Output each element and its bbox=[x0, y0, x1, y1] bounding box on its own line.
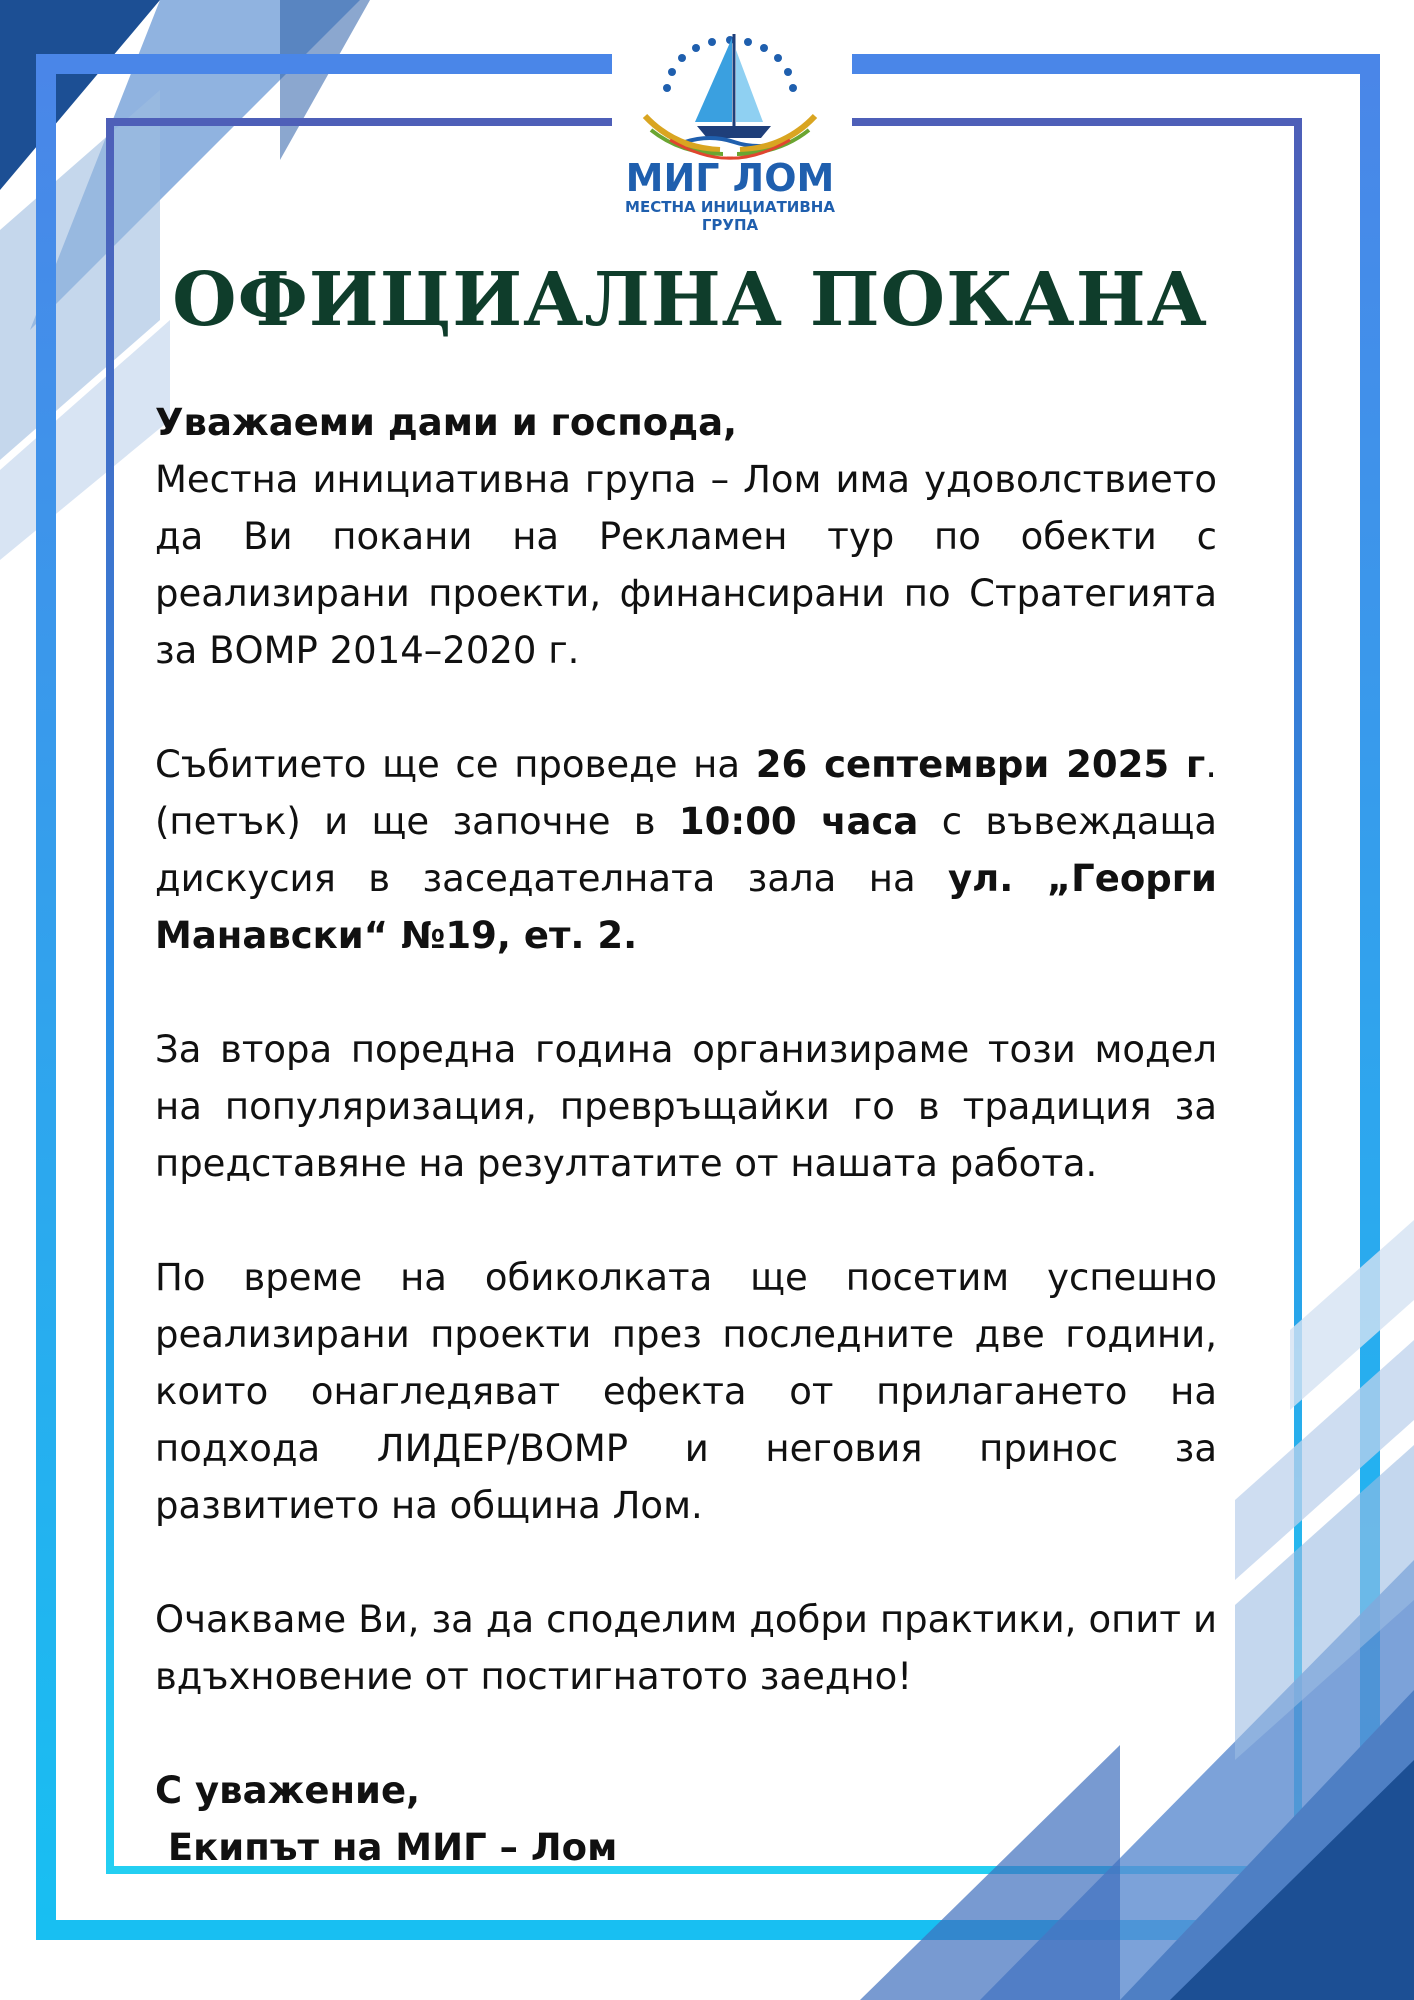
page-title: ОФИЦИАЛНА ПОКАНА bbox=[172, 257, 1208, 343]
paragraph-closing-invite: Очакваме Ви, за да споделим добри практики, опит и вдъхновение от постигнатото заедно! bbox=[155, 1598, 1217, 1698]
invitation-body bbox=[155, 394, 1217, 1876]
mig-lom-logo bbox=[615, 30, 845, 235]
greeting: Уважаеми дами и господа, bbox=[155, 401, 738, 444]
event-address: ул. „Георги Манавски“ №19, ет. 2. bbox=[155, 857, 1217, 957]
logo-subtitle-line1: МЕСТНА ИНИЦИАТИВНА bbox=[625, 198, 835, 216]
logo-name: МИГ ЛОМ bbox=[625, 156, 835, 200]
event-time: 10:00 часа bbox=[678, 800, 919, 843]
event-text-a: Събитието ще се проведе на bbox=[155, 743, 756, 786]
event-text-b: . (петък) и ще започне в bbox=[155, 743, 1218, 843]
paragraph-tour: По време на обиколката ще посетим успешно реализирани проекти през последните две години, които онагледяват ефекта от прилагането на подхода ЛИДЕР/ВОМР и неговия принос за развитието на община Лом. bbox=[155, 1256, 1217, 1527]
signature: Екипът на МИГ – Лом bbox=[155, 1826, 618, 1869]
paragraph-intro: Местна инициативна група – Лом има удоволствието да Ви покани на Рекламен тур по обекти с реализирани проекти, финансирани по Стратегията за ВОМР 2014–2020 г. bbox=[155, 458, 1217, 672]
paragraph-event-details bbox=[155, 736, 1217, 964]
sailboat-wreath-icon bbox=[615, 30, 845, 160]
corner-triangle-tl-4 bbox=[280, 0, 370, 160]
event-date: 26 септември 2025 г bbox=[755, 743, 1206, 786]
event-text-c: с въвеждаща дискусия в заседателната зала на bbox=[155, 800, 1217, 900]
paragraph-tradition: За втора поредна година организираме този модел на популяризация, превръщайки го в традиция за представяне на резултатите от нашата работа. bbox=[155, 1028, 1217, 1185]
closing-salutation: С уважение, bbox=[155, 1769, 421, 1812]
logo-subtitle-line2: ГРУПА bbox=[701, 216, 759, 234]
